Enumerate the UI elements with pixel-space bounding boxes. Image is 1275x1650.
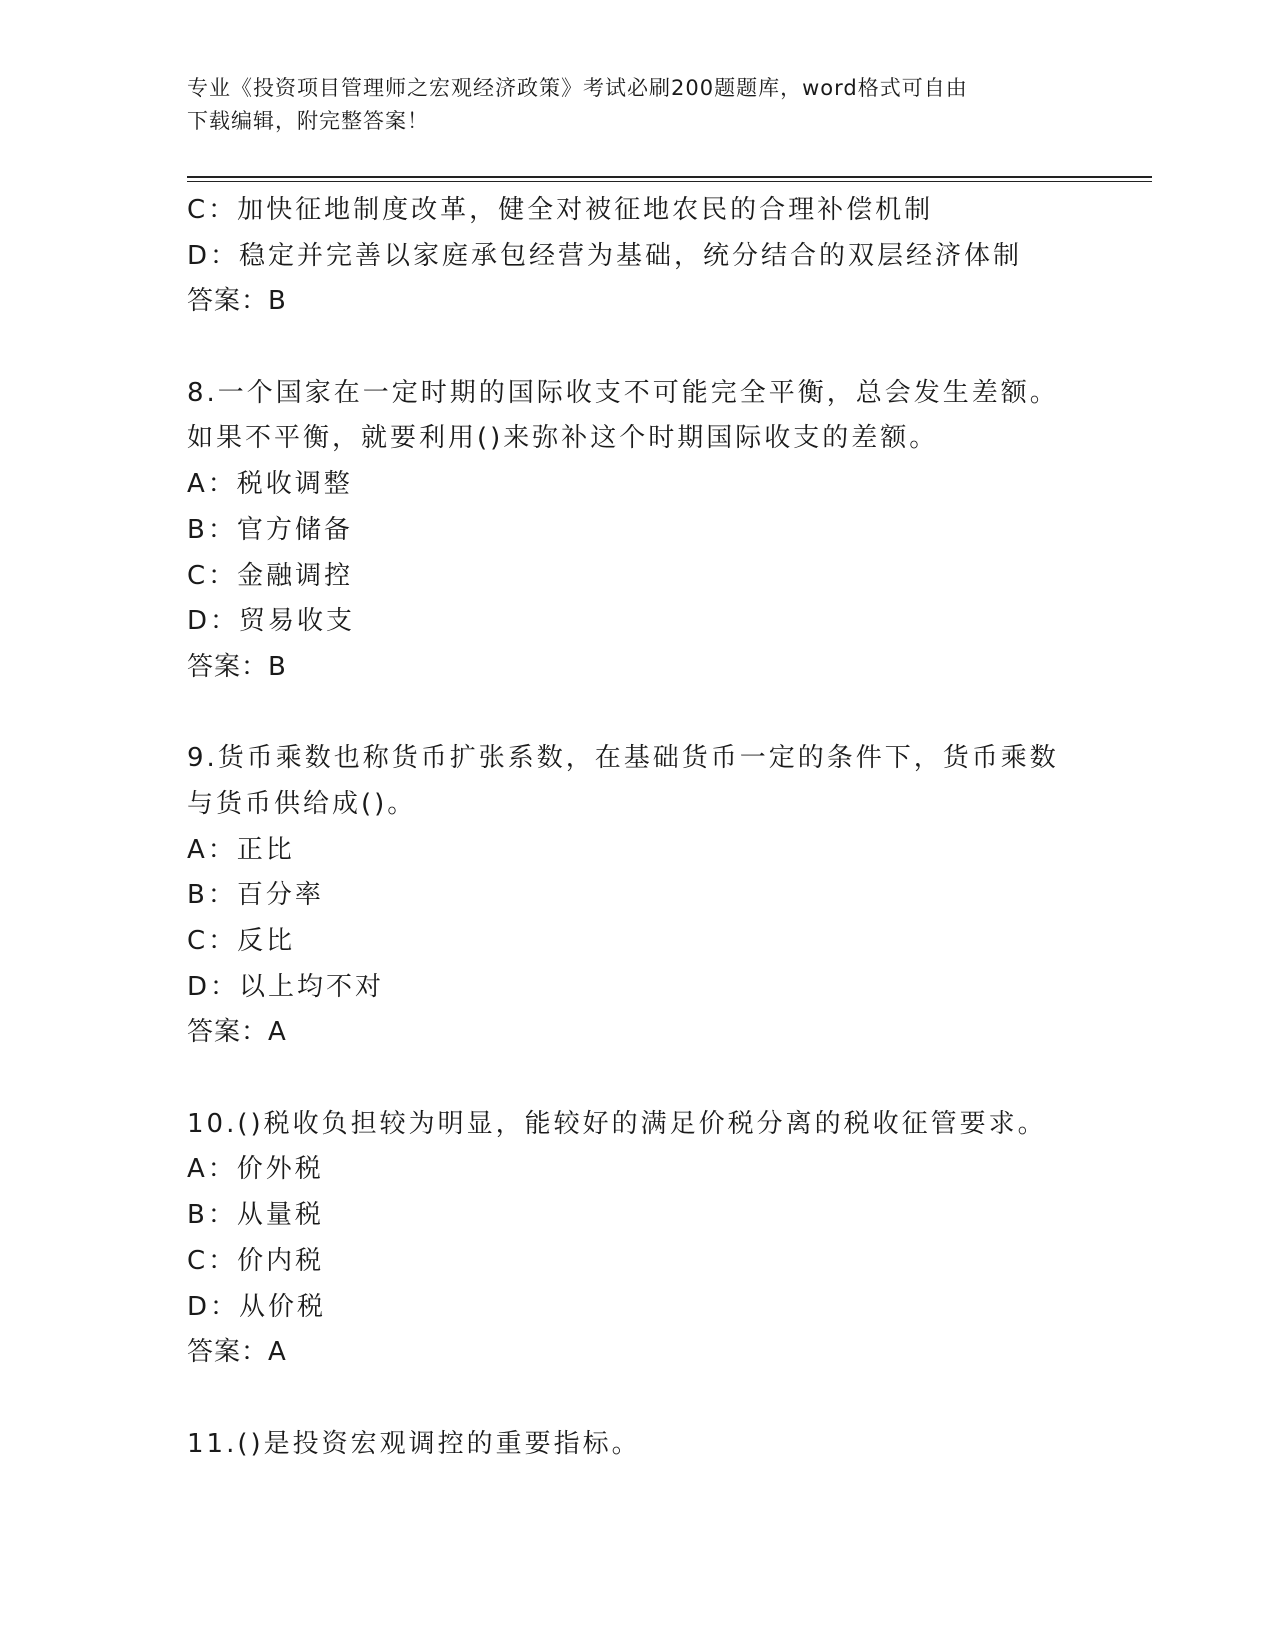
answer-value: A bbox=[268, 1337, 287, 1368]
header-title-line-2: 下载编辑，附完整答案！ bbox=[187, 109, 429, 133]
option-a: A：正比 bbox=[187, 834, 295, 865]
option-c: C：加快征地制度改革，健全对被征地农民的合理补偿机制 bbox=[187, 195, 934, 225]
answer-row bbox=[187, 645, 1147, 691]
option-b: B：官方储备 bbox=[187, 514, 353, 545]
option-a: A：税收调整 bbox=[187, 469, 353, 500]
option-c: C：价内税 bbox=[187, 1245, 325, 1276]
answer-label: 答案： bbox=[187, 651, 269, 682]
option-b: B：百分率 bbox=[187, 880, 324, 911]
option-d: D：贸易收支 bbox=[187, 606, 356, 637]
answer-label: 答案： bbox=[187, 1337, 269, 1368]
header-divider-thin bbox=[187, 181, 1152, 182]
question-11 bbox=[187, 1422, 1147, 1468]
spacer bbox=[187, 1056, 1147, 1102]
question-9 bbox=[187, 736, 1147, 1056]
answer-row bbox=[187, 1330, 1147, 1376]
option-d: D：稳定并完善以家庭承包经营为基础，统分结合的双层经济体制 bbox=[187, 240, 1023, 271]
option-c: C：金融调控 bbox=[187, 560, 354, 591]
option-c: C：反比 bbox=[187, 926, 296, 956]
answer-row bbox=[187, 1010, 1147, 1056]
question-stem-line-2: 与货币供给成()。 bbox=[187, 788, 417, 819]
answer-value: B bbox=[268, 651, 287, 682]
option-d: D：以上均不对 bbox=[187, 971, 385, 1002]
question-stem-line-1: 11.()是投资宏观调控的重要指标。 bbox=[187, 1428, 641, 1459]
header-divider-thick bbox=[187, 176, 1152, 178]
question-8 bbox=[187, 371, 1147, 691]
question-stem-line-1: 10.()税收负担较为明显，能较好的满足价税分离的税收征管要求。 bbox=[187, 1108, 1047, 1139]
question-10 bbox=[187, 1102, 1147, 1376]
option-d: D：从价税 bbox=[187, 1291, 327, 1322]
spacer bbox=[187, 325, 1147, 371]
answer-label: 答案： bbox=[187, 1017, 269, 1048]
option-a: A：价外税 bbox=[187, 1154, 324, 1185]
answer-value: A bbox=[268, 1017, 287, 1048]
answer-row bbox=[187, 279, 1147, 325]
answer-label: 答案： bbox=[187, 286, 269, 317]
question-stem-line-1: 8.一个国家在一定时期的国际收支不可能完全平衡，总会发生差额。 bbox=[187, 377, 1059, 408]
spacer bbox=[187, 691, 1147, 737]
question-7 bbox=[187, 188, 1147, 325]
option-b: B：从量税 bbox=[187, 1200, 324, 1231]
document-header bbox=[187, 72, 1087, 138]
spacer bbox=[187, 1376, 1147, 1422]
question-stem-line-1: 9.货币乘数也称货币扩张系数，在基础货币一定的条件下，货币乘数 bbox=[187, 743, 1059, 774]
answer-value: B bbox=[268, 286, 287, 317]
question-stem-line-2: 如果不平衡，就要利用()来弥补这个时期国际收支的差额。 bbox=[187, 423, 939, 454]
header-title-line-1: 专业《投资项目管理师之宏观经济政策》考试必刷200题题库，word格式可自由 bbox=[187, 76, 968, 100]
question-list bbox=[187, 188, 1147, 1467]
